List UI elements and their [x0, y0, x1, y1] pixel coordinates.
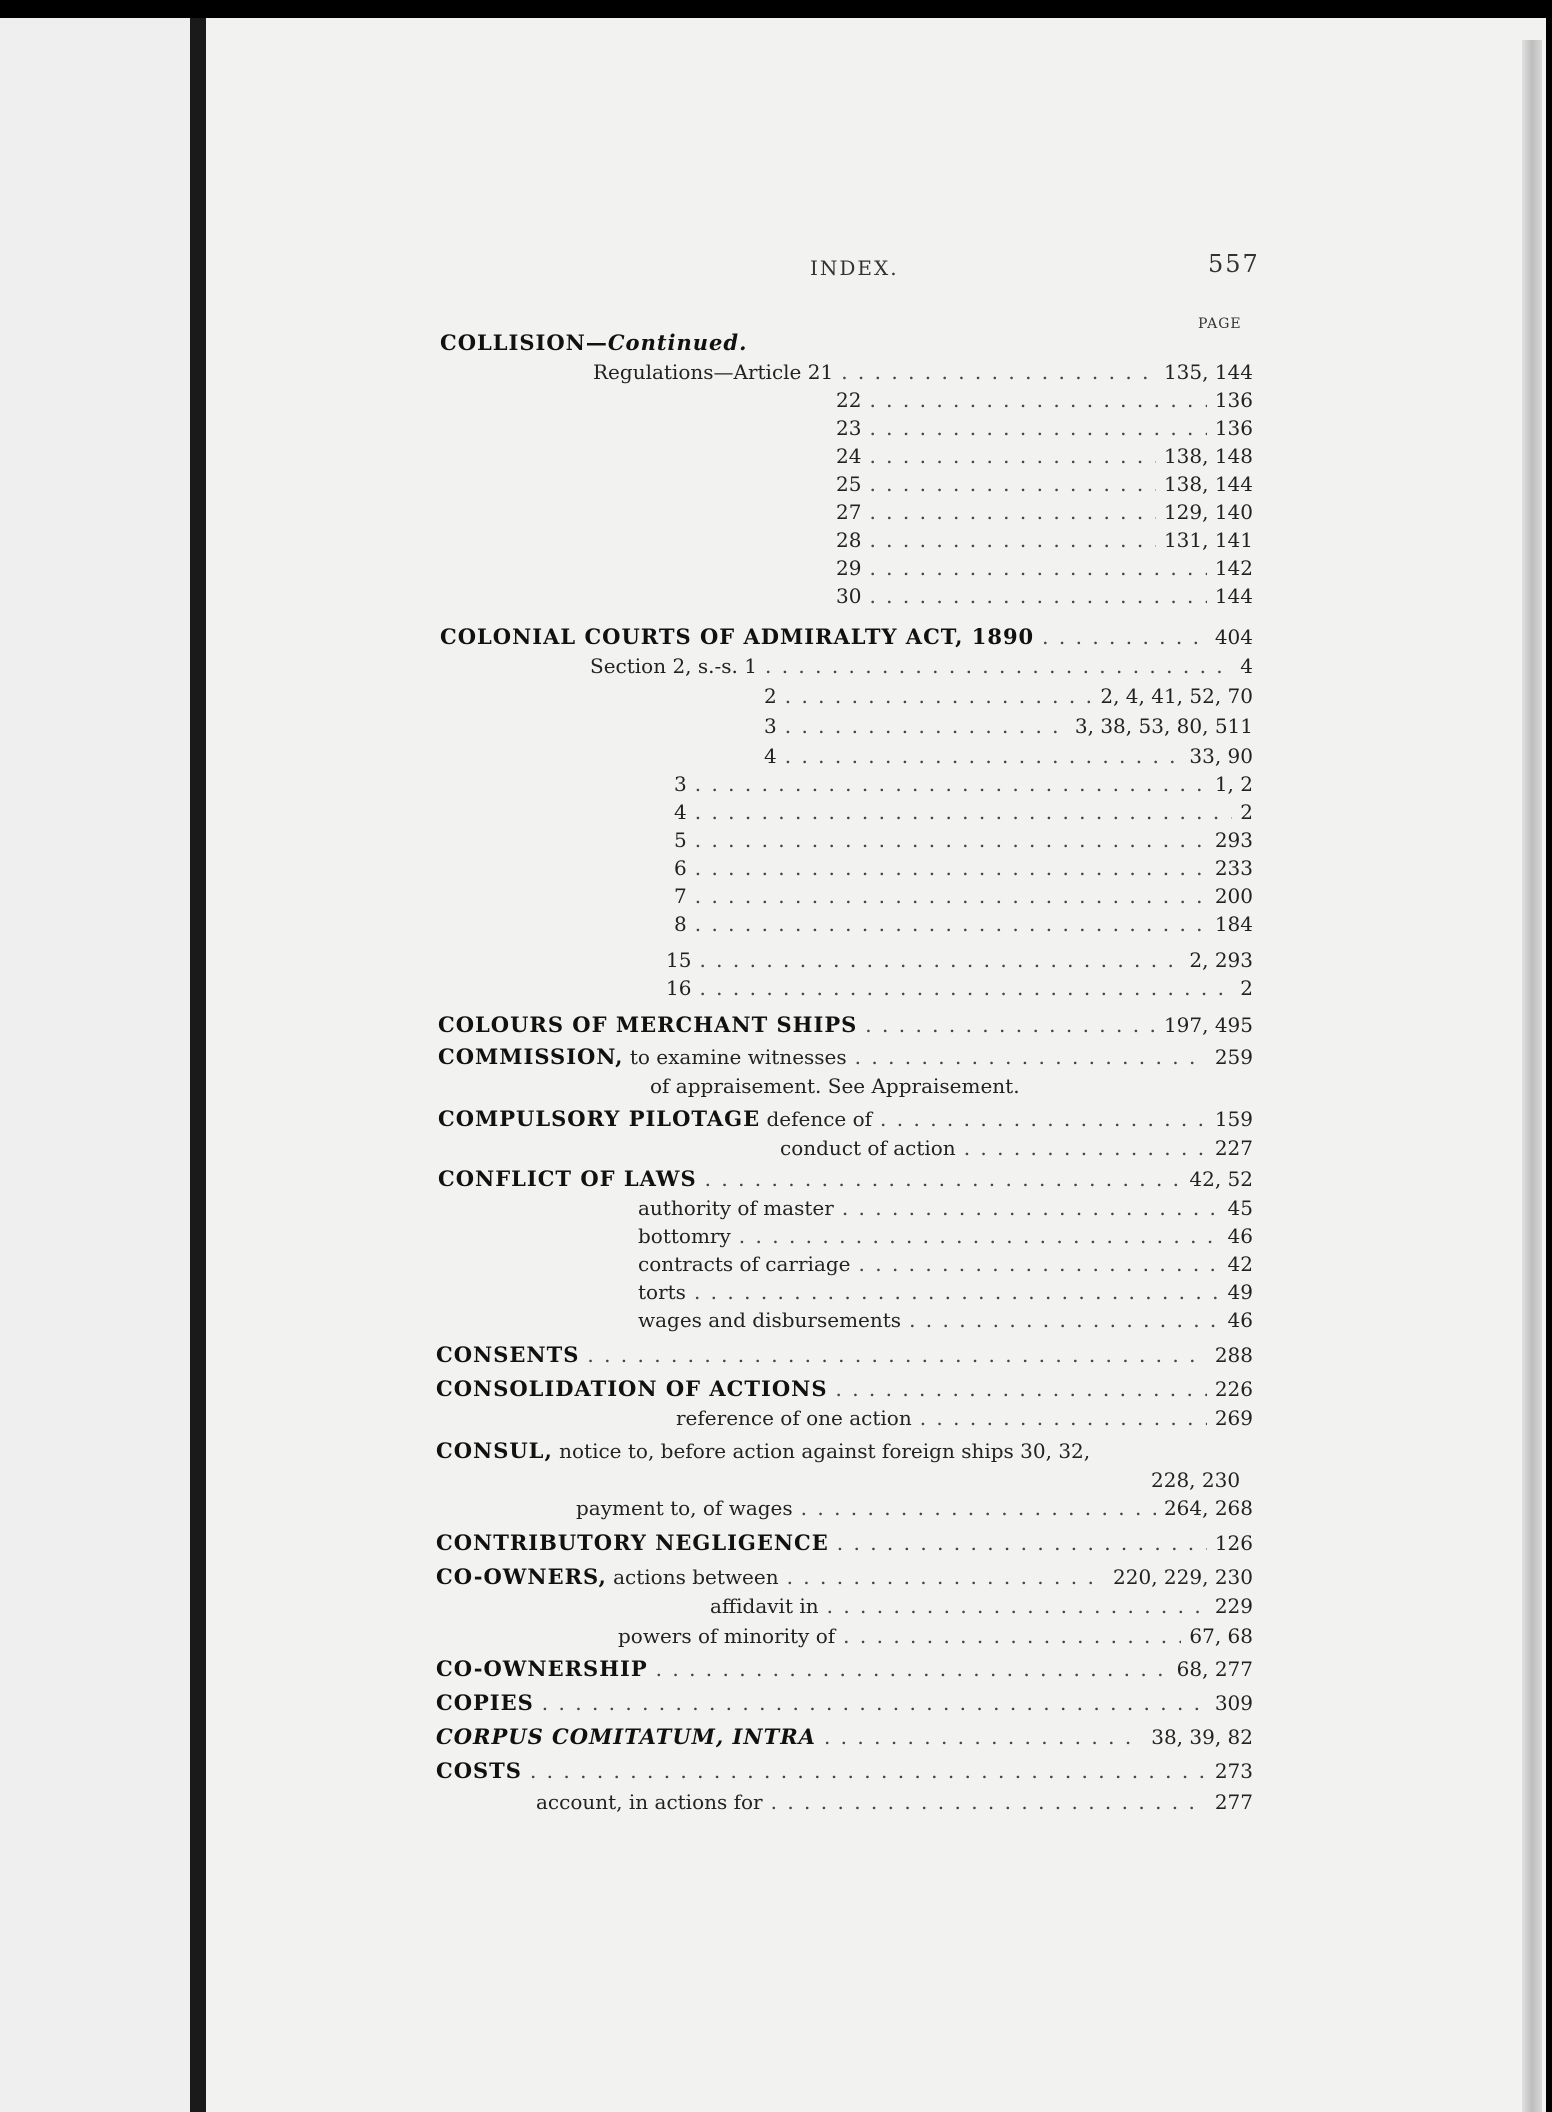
index-entry: reference of one action . . . 269 — [676, 1406, 1253, 1432]
index-heading-entry: CO-OWNERS, actions between . . . 220, 229, 230 — [436, 1564, 1253, 1590]
page-number: 557 — [1208, 250, 1260, 278]
index-heading-entry: CONFLICT OF LAWS . . . 42, 52 — [438, 1166, 1253, 1192]
index-entry: Regulations—Article 21 . . . 135, 144 — [593, 360, 1253, 386]
index-entry: 23 . . . 136 — [836, 416, 1253, 442]
index-heading-entry: CONSENTS . . . 288 — [436, 1342, 1253, 1368]
index-heading-entry: CORPUS COMITATUM, INTRA . . . 38, 39, 82 — [436, 1724, 1253, 1750]
index-entry: 25 . . . 138, 144 — [836, 472, 1253, 498]
index-entry: powers of minority of . . . 67, 68 — [618, 1624, 1253, 1650]
index-entry: 28 . . . 131, 141 — [836, 528, 1253, 554]
index-entry: contracts of carriage . . . 42 — [638, 1252, 1253, 1278]
index-entry: 8 . . . 184 — [674, 912, 1253, 938]
index-entry: 3 . . . 3, 38, 53, 80, 511 — [764, 714, 1253, 740]
index-heading-entry: CONTRIBUTORY NEGLIGENCE . . . 126 — [436, 1530, 1253, 1556]
index-heading-entry: COLONIAL COURTS OF ADMIRALTY ACT, 1890 . . . 404 — [440, 624, 1253, 650]
index-entry: 4 . . . 2 — [674, 800, 1253, 826]
index-heading: COLLISION—Continued. — [440, 330, 748, 355]
facing-page — [0, 18, 190, 2112]
index-entry: 7 . . . 200 — [674, 884, 1253, 910]
index-entry: 2 . . . 2, 4, 41, 52, 70 — [764, 684, 1253, 710]
index-heading-entry: COMPULSORY PILOTAGE defence of . . . 159 — [438, 1106, 1253, 1132]
book-spine — [190, 18, 206, 2112]
index-entry: Section 2, s.-s. 1 . . . 4 — [590, 654, 1253, 680]
index-heading-entry: CO-OWNERSHIP . . . 68, 277 — [436, 1656, 1253, 1682]
index-entry: torts . . . 49 — [638, 1280, 1253, 1306]
index-entry: 27 . . . 129, 140 — [836, 500, 1253, 526]
index-entry: 4 . . . 33, 90 — [764, 744, 1253, 770]
index-entry: payment to, of wages . . . 264, 268 — [576, 1496, 1253, 1522]
index-cross-reference: of appraisement. See Appraisement. — [650, 1074, 1020, 1098]
index-page-continuation: 228, 230 — [1151, 1468, 1241, 1492]
running-head-title: INDEX. — [810, 256, 899, 280]
index-entry: account, in actions for . . . 277 — [536, 1790, 1253, 1816]
index-heading-entry: CONSUL, notice to, before action against foreign ships 30, 32, — [436, 1438, 1091, 1463]
index-entry: wages and disbursements . . . 46 — [638, 1308, 1253, 1334]
index-entry: 16 . . . 2 — [666, 976, 1253, 1002]
index-entry: conduct of action . . . 227 — [780, 1136, 1253, 1162]
index-entry: 29 . . . 142 — [836, 556, 1253, 582]
index-heading-entry: COSTS . . . 273 — [436, 1758, 1253, 1784]
index-entry: authority of master . . . 45 — [638, 1196, 1253, 1222]
index-heading-entry: CONSOLIDATION OF ACTIONS . . . 226 — [436, 1376, 1253, 1402]
index-heading-entry: COMMISSION, to examine witnesses . . . 259 — [438, 1044, 1253, 1070]
index-entry: 24 . . . 138, 148 — [836, 444, 1253, 470]
index-entry: 22 . . . 136 — [836, 388, 1253, 414]
page-edge — [1522, 40, 1542, 2112]
page-column-label: PAGE — [1198, 316, 1242, 332]
index-entry: 6 . . . 233 — [674, 856, 1253, 882]
index-entry: affidavit in . . . 229 — [710, 1594, 1253, 1620]
index-entry: bottomry . . . 46 — [638, 1224, 1253, 1250]
index-entry: 30 . . . 144 — [836, 584, 1253, 610]
index-entry: 15 . . . 2, 293 — [666, 948, 1253, 974]
index-heading-entry: COLOURS OF MERCHANT SHIPS . . . 197, 495 — [438, 1012, 1253, 1038]
index-heading-entry: COPIES . . . 309 — [436, 1690, 1253, 1716]
index-entry: 3 . . . 1, 2 — [674, 772, 1253, 798]
index-entry: 5 . . . 293 — [674, 828, 1253, 854]
